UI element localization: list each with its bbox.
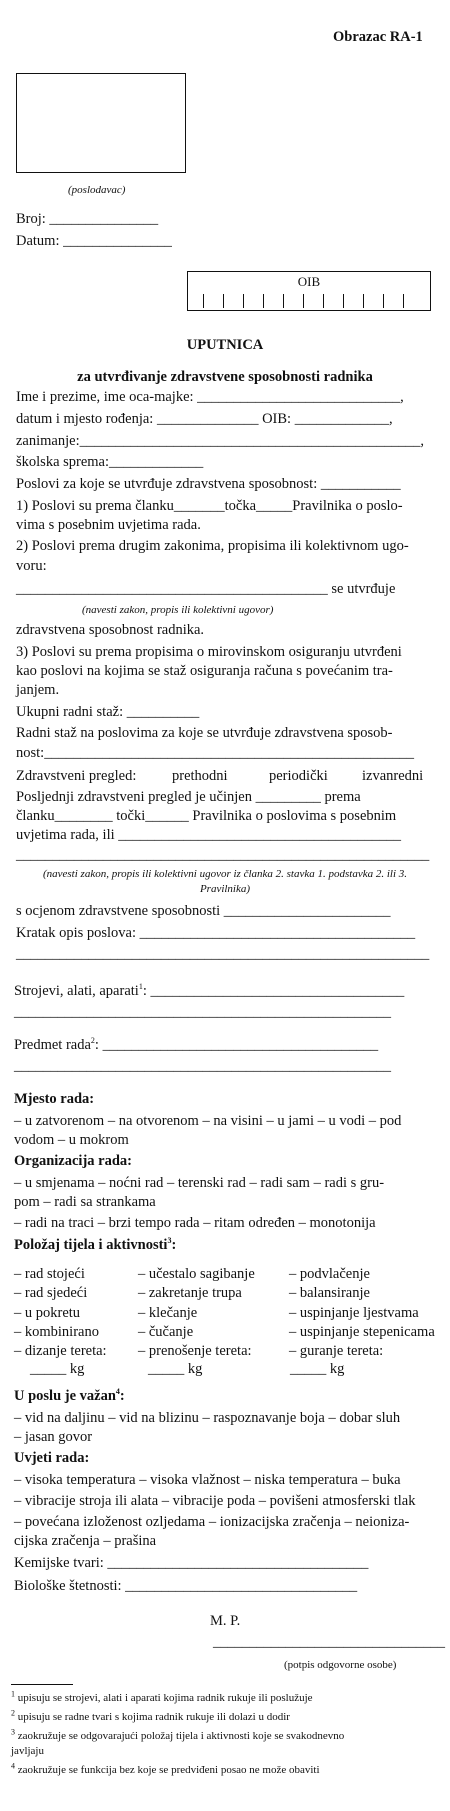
form-title: UPUTNICA — [186, 337, 264, 353]
employer-stamp-box — [16, 73, 186, 173]
item2-note: (navesti zakon, propis ili kolektivni ugovor) — [82, 604, 274, 616]
name-field[interactable]: Ime i prezime, ime oca-majke: ____________________________, — [16, 389, 404, 405]
employer-label: (poslodavac) — [68, 184, 126, 196]
posture-option[interactable]: – balansiranje — [289, 1285, 370, 1301]
workplace-options-1[interactable]: – u zatvorenom – na otvorenom – na visini – u jami – u vodi – pod — [14, 1113, 402, 1129]
workplace-heading: Mjesto rada: — [14, 1091, 95, 1107]
occupation-field[interactable]: zanimanje:_______________________________________________, — [16, 433, 424, 449]
posture-option[interactable]: – uspinjanje ljestvama — [289, 1305, 419, 1321]
posture-option[interactable]: – zakretanje trupa — [138, 1285, 242, 1301]
organization-heading: Organizacija rada: — [14, 1153, 132, 1169]
important-options-2[interactable]: – jasan govor — [14, 1429, 93, 1445]
exam-option-extraordinary[interactable]: izvanredni — [362, 768, 424, 784]
footnote: javljaju — [11, 1745, 44, 1757]
signature-label: (potpis odgovorne osobe) — [284, 1659, 397, 1671]
item2-line-d: zdravstvena sposobnost radnika. — [16, 622, 205, 638]
footnote-ref-1: 1 — [138, 982, 143, 992]
oib-box[interactable] — [187, 271, 431, 311]
total-service-field[interactable]: Ukupni radni staž: __________ — [16, 704, 200, 720]
exam-option-previous[interactable]: prethodni — [172, 768, 228, 784]
broj-field[interactable]: Broj: _______________ — [16, 211, 159, 227]
posture-heading: Položaj tijela i aktivnosti$^3$: — [14, 1236, 177, 1253]
machines-field[interactable]: Strojevi, alati, aparati$^1$: ___________________________________ — [14, 982, 405, 999]
footnote-ref-3: 3 — [167, 1236, 172, 1246]
last-exam-article-field[interactable]: članku________ točki______ Pravilnika o poslovima s posebnim — [16, 808, 397, 824]
posture-option[interactable]: – prenošenje tereta: — [138, 1343, 252, 1359]
last-exam-note-1: (navesti zakon, propis ili kolektivni ugovor iz članka 2. stavka 1. podstavka 2. ili 3. — [42, 868, 408, 880]
conditions-heading: Uvjeti rada: — [14, 1450, 90, 1466]
organization-options-1[interactable]: – u smjenama – noćni rad – terenski rad – radi sam – radi s gru- — [14, 1175, 385, 1191]
posture-option[interactable]: – dizanje tereta: — [14, 1343, 107, 1359]
birth-field[interactable]: datum i mjesto rođenja: ______________ OIB: _____________, — [16, 411, 393, 427]
conditions-options-2[interactable]: – vibracije stroja ili alata – vibracije poda – povišeni atmosferski tlak — [14, 1493, 416, 1509]
item3-line-a: 3) Poslovi su prema propisima o mirovinskom osiguranju utvrđeni — [16, 644, 402, 660]
item3-line-c: janjem. — [16, 682, 60, 698]
footnote-divider — [11, 1684, 73, 1685]
posture-option[interactable]: – čučanje — [138, 1324, 194, 1340]
form-subtitle: za utvrđivanje zdravstvene sposobnosti radnika — [77, 369, 373, 385]
posture-option[interactable]: – rad stojeći — [14, 1266, 85, 1282]
chemical-field[interactable]: Kemijske tvari: ____________________________________ — [14, 1555, 369, 1571]
form-code: Obrazac RA-1 — [333, 29, 423, 45]
last-exam-field[interactable]: Posljednji zdravstveni pregled je učinjen _________ prema — [16, 789, 361, 805]
oib-label: OIB — [297, 274, 321, 289]
conditions-options-1[interactable]: – visoka temperatura – visoka vlažnost – niska temperatura – buka — [14, 1472, 401, 1488]
posture-option[interactable]: – podvlačenje — [289, 1266, 370, 1282]
machines-field-2[interactable]: ____________________________________________________ — [14, 1004, 391, 1020]
datum-field[interactable]: Datum: _______________ — [16, 233, 172, 249]
service-field[interactable]: nost:___________________________________________________ — [16, 745, 414, 761]
education-field[interactable]: školska sprema:_____________ — [16, 454, 204, 470]
subject-field[interactable]: Predmet rada$^2$: ______________________________________ — [14, 1036, 379, 1053]
posture-option[interactable]: – uspinjanje stepenicama — [289, 1324, 435, 1340]
jobs-field[interactable]: Poslovi za koje se utvrđuje zdravstvena sposobnost: ___________ — [16, 476, 401, 492]
machines-label: Strojevi, alati, aparati — [14, 983, 139, 999]
organization-options-2[interactable]: pom – radi sa strankama — [14, 1194, 156, 1210]
description-field[interactable]: Kratak opis poslova: ______________________________________ — [16, 925, 416, 941]
conditions-options-4[interactable]: cijska zračenja – prašina — [14, 1533, 157, 1549]
conditions-options-3[interactable]: – povećana izloženost ozljedama – ionizacijska zračenja – neioniza- — [14, 1514, 410, 1530]
footnote: $^3$ zaokružuje se odgovarajući položaj tijela i aktivnosti koje se svakodnevno — [11, 1727, 345, 1742]
organization-options-3[interactable]: – radi na traci – brzi tempo rada – ritam određen – monotonija — [14, 1215, 376, 1231]
posture-option[interactable]: – guranje tereta: — [289, 1343, 384, 1359]
important-options-1[interactable]: – vid na daljinu – vid na blizinu – raspoznavanje boja – dobar sluh — [14, 1410, 401, 1426]
footnote-ref-4: 4 — [115, 1387, 120, 1397]
posture-option[interactable]: – učestalo sagibanje — [138, 1266, 255, 1282]
exam-label: Zdravstveni pregled: — [16, 768, 137, 784]
footnote: $^1$ upisuju se strojevi, alati i aparati kojima radnik rukuje ili poslužuje — [11, 1689, 313, 1704]
signature-line[interactable]: ________________________________ — [213, 1634, 445, 1650]
assessment-field[interactable]: s ocjenom zdravstvene sposobnosti _______________________ — [16, 903, 391, 919]
footnote: $^4$ zaokružuje se funkcija bez koje se predviđeni posao ne može obaviti — [11, 1761, 320, 1776]
lift-weight-field[interactable]: _____ kg — [30, 1361, 85, 1377]
item3-line-b: kao poslovi na kojima se staž osiguranja računa s povećanim tra- — [16, 663, 393, 679]
posture-option[interactable]: – u pokretu — [14, 1305, 81, 1321]
last-exam-extra-line[interactable]: _________________________________________________________ — [16, 847, 430, 863]
item1-line-a: 1) Poslovi su prema članku_______točka_____Pravilnika o poslo- — [16, 498, 403, 514]
biological-field[interactable]: Biološke štetnosti: ________________________________ — [14, 1578, 358, 1594]
important-heading: U poslu je važan$^4$: — [14, 1387, 125, 1404]
item2-line-b: voru: — [16, 558, 47, 574]
subject-field-2[interactable]: ____________________________________________________ — [14, 1058, 391, 1074]
item2-field[interactable]: ___________________________________________ se utvrđuje — [16, 581, 396, 597]
posture-option[interactable]: – klečanje — [138, 1305, 198, 1321]
workplace-options-2[interactable]: vodom – u mokrom — [14, 1132, 129, 1148]
subject-label: Predmet rada — [14, 1037, 91, 1053]
last-exam-note-2: Pravilnika) — [199, 883, 251, 895]
description-field-2[interactable]: _________________________________________________________ — [16, 946, 430, 962]
item1-line-b: vima s posebnim uvjetima rada. — [16, 517, 201, 533]
carry-weight-field[interactable]: _____ kg — [148, 1361, 203, 1377]
push-weight-field[interactable]: _____ kg — [290, 1361, 345, 1377]
exam-option-periodic[interactable]: periodički — [269, 768, 328, 784]
stamp-label: M. P. — [210, 1613, 241, 1629]
item2-line-a: 2) Poslovi prema drugim zakonima, propisima ili kolektivnom ugo- — [16, 538, 409, 554]
last-exam-other-field[interactable]: uvjetima rada, ili _______________________________________ — [16, 827, 402, 843]
posture-option[interactable]: – rad sjedeći — [14, 1285, 88, 1301]
posture-option[interactable]: – kombinirano — [14, 1324, 99, 1340]
footnote-ref-2: 2 — [90, 1036, 95, 1046]
footnote: $^2$ upisuju se radne tvari s kojima radnik rukuje ili dolazi u dodir — [11, 1708, 290, 1723]
service-line-a: Radni staž na poslovima za koje se utvrđuje zdravstvena sposob- — [16, 725, 393, 741]
